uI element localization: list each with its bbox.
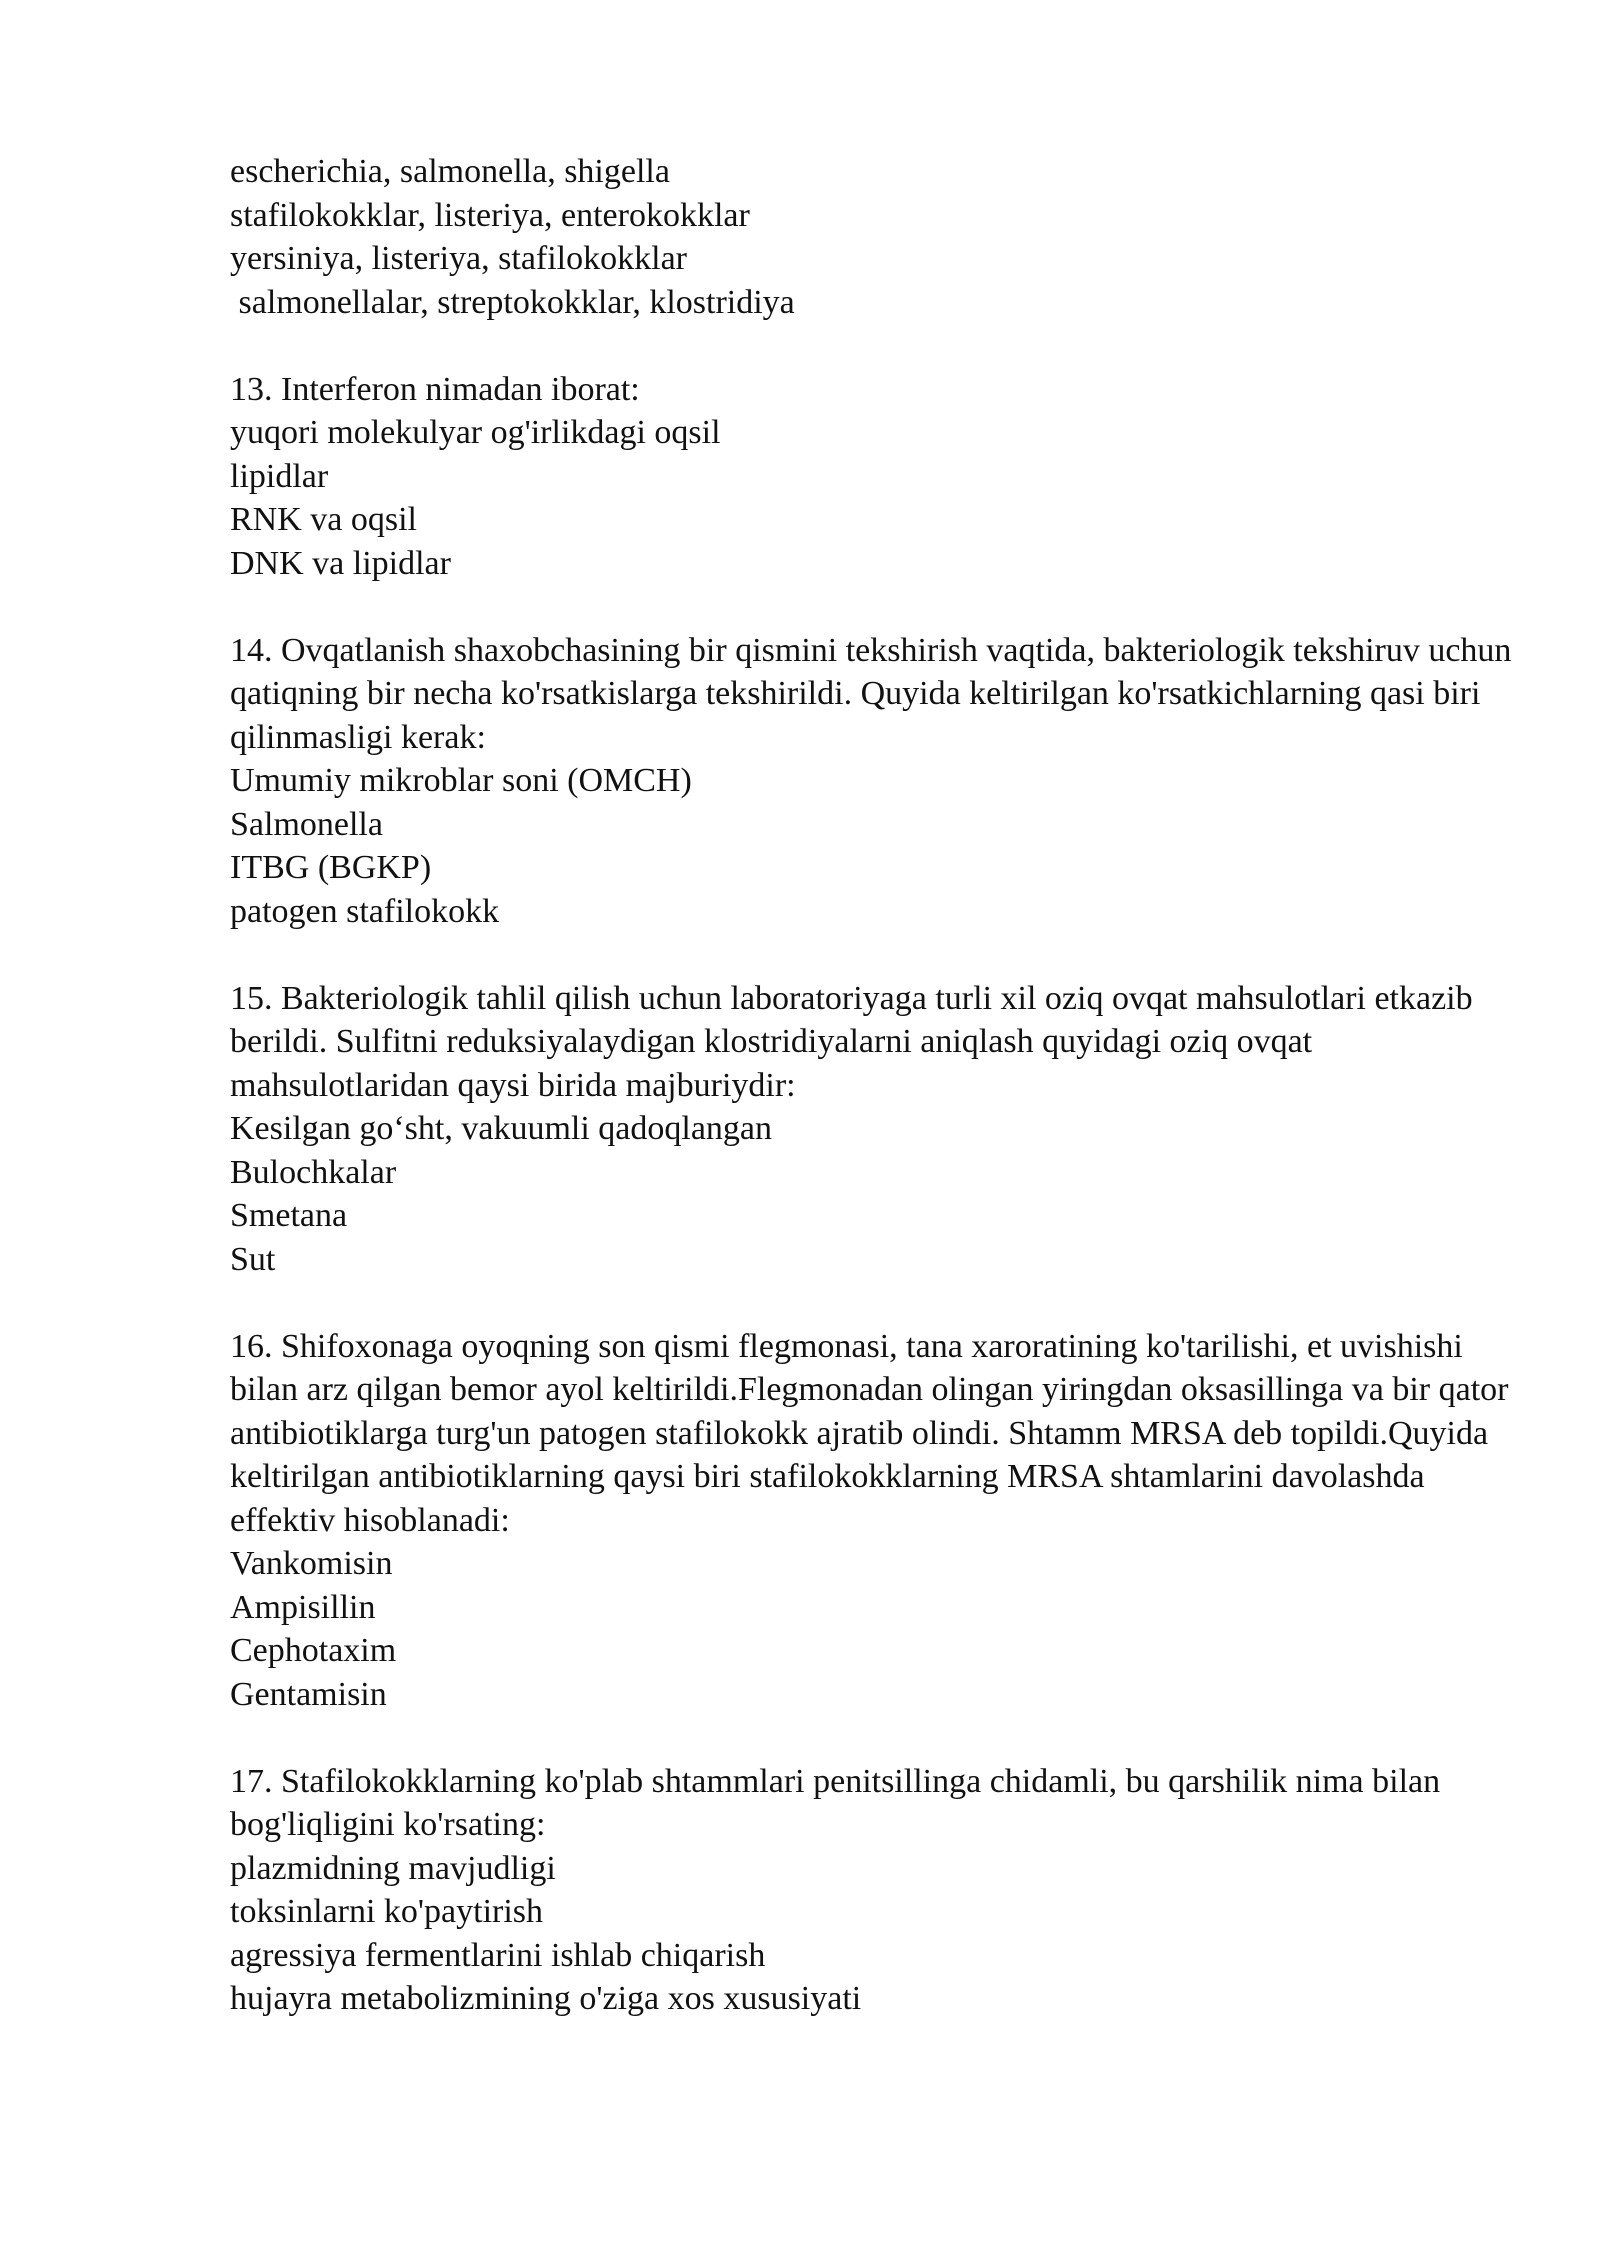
question-text: 15. Bakteriologik tahlil qilish uchun laboratoriyaga turli xil oziq ovqat mahsulotlari etkazib berildi. Sulfitni reduksiyalaydigan klostridiyalarni aniqlash quyidagi oziq ovqat mahsulotlaridan qaysi birida majburiydir: [230, 979, 1473, 1104]
answer-option: Sut [230, 1240, 276, 1278]
answer-option: yuqori molekulyar og'irlikdagi oqsil [230, 414, 721, 451]
question-block-12-tail [230, 150, 1520, 324]
question-block-15 [230, 977, 1520, 1282]
answer-option: Kesilgan go‘sht, vakuumli qadoqlangan [230, 1110, 773, 1147]
answer-option: Umumiy mikroblar soni (OMCH) [230, 762, 692, 799]
question-block-13 [230, 368, 1520, 586]
answer-options [230, 150, 1520, 324]
answer-option: Salmonella [230, 805, 383, 843]
answer-option: DNK va lipidlar [230, 544, 451, 582]
question-text: 17. Stafilokokklarning ko'plab shtammlari penitsillinga chidamli, bu qarshilik nima bilan bog'liqligini ko'rsating: [230, 1762, 1441, 1843]
question-block-14 [230, 629, 1520, 934]
answer-option: Bulochkalar [230, 1153, 397, 1191]
answer-option: stafilokokklar, listeriya, enterokokklar [230, 196, 750, 234]
answer-option: plazmidning mavjudligi [230, 1849, 556, 1887]
answer-option: Ampisillin [230, 1588, 376, 1626]
answer-option: patogen stafilokokk [230, 892, 500, 930]
answer-options [230, 411, 1520, 585]
question-text: 16. Shifoxonaga oyoqning son qismi flegmonasi, tana xaroratining ko'tarilishi, et uvishishi bilan arz qilgan bemor ayol keltirildi.Flegmonadan olingan yiringdan oksasillinga va bir qator antibiotiklarga turg'un patogen stafilokokk ajratib olindi. Shtamm MRSA deb topildi.Quyida keltirilgan antibiotiklarning qaysi biri stafilokokklarning MRSA shtamlarini davolashda effektiv hisoblanadi: [230, 1327, 1509, 1539]
answer-options [230, 759, 1520, 933]
answer-option: agressiya fermentlarini ishlab chiqarish [230, 1936, 766, 1974]
document-page [230, 150, 1520, 2021]
answer-option: Vankomisin [230, 1545, 393, 1582]
answer-option: Smetana [230, 1197, 348, 1234]
answer-option: salmonellalar, streptokokklar, klostridiya [230, 283, 795, 321]
answer-option: Gentamisin [230, 1675, 387, 1713]
question-text: 14. Ovqatlanish shaxobchasining bir qismini tekshirish vaqtida, bakteriologik tekshiruv uchun qatiqning bir necha ko'rsatkislarga tekshirildi. Quyida keltirilgan ko'rsatkichlarning qasi biri qilinmasligi kerak: [230, 631, 1512, 756]
answer-option: hujayra metabolizmining o'ziga xos xususiyati [230, 1980, 862, 2017]
question-block-17 [230, 1760, 1520, 2021]
answer-option: RNK va oqsil [230, 501, 417, 538]
answer-option: ITBG (BGKP) [230, 849, 432, 886]
answer-options [230, 1107, 1520, 1281]
answer-option: yersiniya, listeriya, stafilokokklar [230, 240, 687, 277]
answer-option: toksinlarni ko'paytirish [230, 1893, 544, 1930]
question-block-16 [230, 1325, 1520, 1717]
answer-options [230, 1847, 1520, 2021]
question-text: 13. Interferon nimadan iborat: [230, 370, 640, 408]
answer-option: lipidlar [230, 457, 329, 495]
answer-option: Cephotaxim [230, 1632, 397, 1669]
answer-option: escherichia, salmonella, shigella [230, 153, 670, 190]
answer-options [230, 1542, 1520, 1716]
